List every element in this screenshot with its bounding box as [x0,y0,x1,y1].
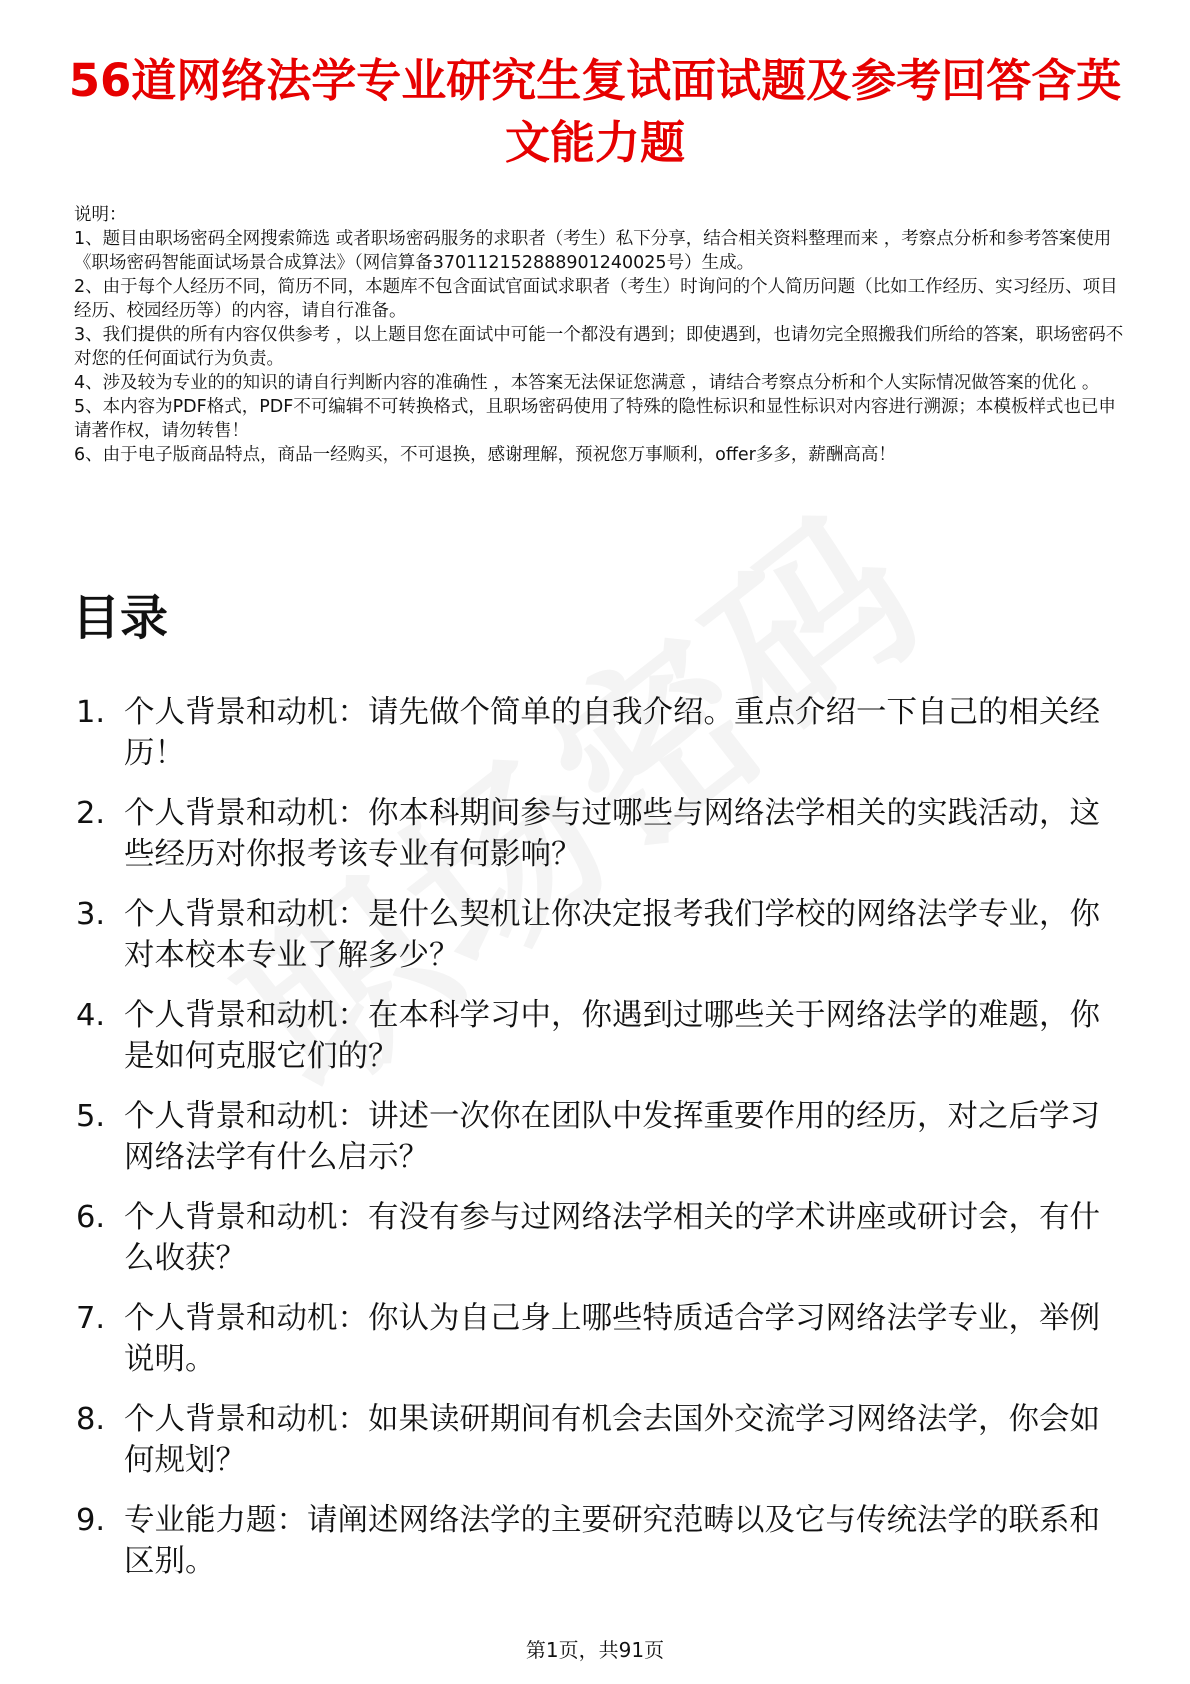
toc-item-number: 5. [76,1099,106,1134]
toc-item-number: 8. [76,1402,106,1437]
toc-item-number: 6. [76,1200,106,1235]
notes-item: 4、涉及较为专业的的知识的请自行判断内容的准确性 ，本答案无法保证您满意 ，请结合考察点分析和个人实际情况做答案的优化 。 [74,373,1100,393]
toc-item-text[interactable]: 个人背景和动机：是什么契机让你决定报考我们学校的网络法学专业，你对本校本专业了解多少？ [124,897,1100,973]
notes-item: 5、本内容为PDF格式，PDF不可编辑不可转换格式，且职场密码使用了特殊的隐性标识和显性标识对内容进行溯源；本模板样式也已申请著作权，请勿转售！ [74,397,1116,441]
toc-item-text[interactable]: 个人背景和动机：请先做个简单的自我介绍。重点介绍一下自己的相关经历！ [124,695,1100,771]
notes-section [74,203,1124,467]
notes-item: 1、题目由职场密码全网搜索筛选 或者职场密码服务的求职者（考生）私下分享，结合相关资料整理而来 ，考察点分析和参考答案使用《职场密码智能面试场景合成算法》（网信算备370112152888901240025号）生成。 [74,229,1112,273]
toc-item-text[interactable]: 专业能力题：请阐述网络法学的主要研究范畴以及它与传统法学的联系和区别。 [124,1503,1100,1579]
toc-item-number: 4. [76,998,106,1033]
toc-list [72,692,1122,1601]
toc-item[interactable] [72,995,1122,1077]
toc-item-text[interactable]: 个人背景和动机：讲述一次你在团队中发挥重要作用的经历，对之后学习网络法学有什么启示？ [124,1099,1100,1175]
toc-item[interactable] [72,1298,1122,1380]
page-number: 第1页，共91页 [525,1638,665,1662]
notes-item: 2、由于每个人经历不同，简历不同，本题库不包含面试官面试求职者（考生）时询问的个人简历问题（比如工作经历、实习经历、项目经历、校园经历等）的内容，请自行准备。 [74,277,1118,321]
toc-item-number: 7. [76,1301,106,1336]
toc-item-text[interactable]: 个人背景和动机：在本科学习中，你遇到过哪些关于网络法学的难题，你是如何克服它们的？ [124,998,1100,1074]
notes-item: 6、由于电子版商品特点，商品一经购买，不可退换，感谢理解，预祝您万事顺利，offer多多，薪酬高高！ [74,445,896,465]
toc-item[interactable] [72,894,1122,976]
toc-item-number: 9. [76,1503,106,1538]
toc-item[interactable] [72,1197,1122,1279]
toc-item[interactable] [72,1096,1122,1178]
toc-heading: 目录 [72,590,169,646]
toc-item-number: 3. [76,897,106,932]
toc-item[interactable] [72,1399,1122,1481]
page-title: 56道网络法学专业研究生复试面试题及参考回答含英文能力题 [68,54,1122,169]
toc-item-number: 1. [76,695,106,730]
toc-item-text[interactable]: 个人背景和动机：如果读研期间有机会去国外交流学习网络法学，你会如何规划？ [124,1402,1100,1478]
toc-item-number: 2. [76,796,106,831]
toc-item[interactable] [72,1500,1122,1582]
toc-item-text[interactable]: 个人背景和动机：有没有参与过网络法学相关的学术讲座或研讨会，有什么收获？ [124,1200,1100,1276]
toc-item-text[interactable]: 个人背景和动机：你认为自己身上哪些特质适合学习网络法学专业，举例说明。 [124,1301,1100,1377]
toc-item-text[interactable]: 个人背景和动机：你本科期间参与过哪些与网络法学相关的实践活动，这些经历对你报考该专业有何影响？ [124,796,1100,872]
toc-item[interactable] [72,692,1122,774]
toc-item[interactable] [72,793,1122,875]
notes-heading: 说明： [74,205,127,225]
notes-item: 3、我们提供的所有内容仅供参考 ，以上题目您在面试中可能一个都没有遇到；即使遇到，也请勿完全照搬我们所给的答案，职场密码不对您的任何面试行为负责。 [74,325,1124,369]
